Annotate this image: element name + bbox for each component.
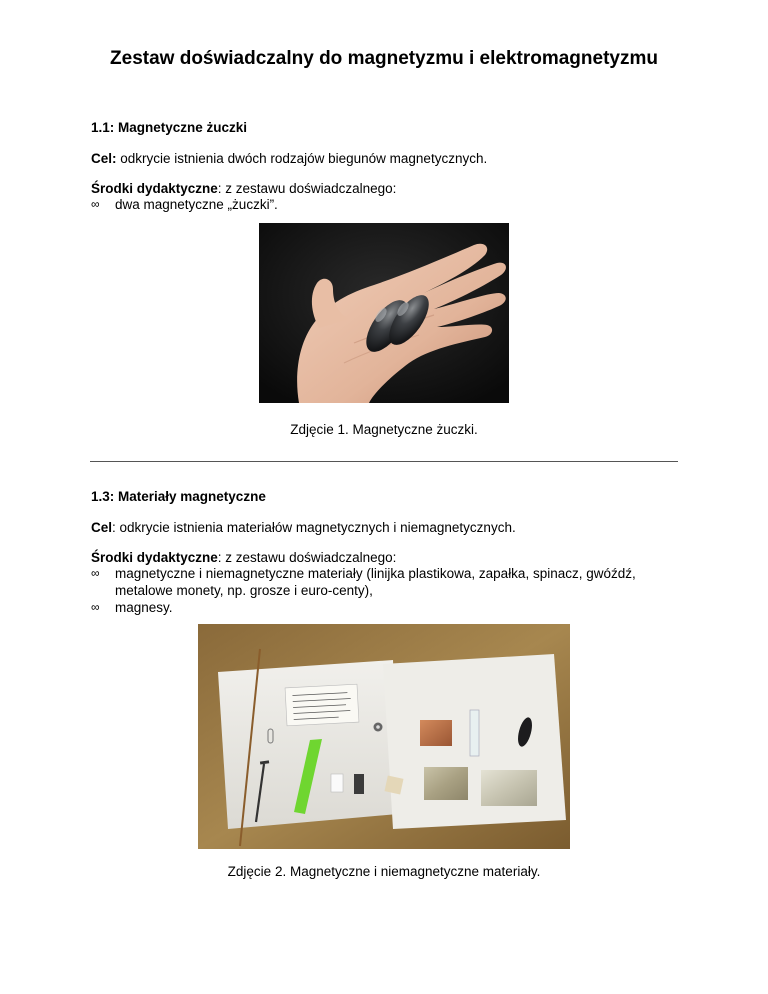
bullet-symbol: ∞ <box>91 600 100 614</box>
goal-label: Cel <box>91 520 113 535</box>
section-1-goal <box>91 150 487 167</box>
goal-text: odkrycie istnienia dwóch rodzajów biegunów magnetycznych. <box>116 151 488 166</box>
means-label: Środki dydaktyczne <box>91 181 218 196</box>
list-item-text: magnesy. <box>115 600 173 615</box>
section-2-heading: 1.3: Materiały magnetyczne <box>91 489 266 504</box>
bullet-symbol: ∞ <box>91 197 100 211</box>
document-title: Zestaw doświadczalny do magnetyzmu i elektromagnetyzmu <box>110 48 658 69</box>
means-text: : z zestawu doświadczalnego: <box>217 181 397 196</box>
section-1-means <box>91 180 396 197</box>
photo-1-caption: Zdjęcie 1. Magnetyczne żuczki. <box>290 422 478 437</box>
list-item-text: metalowe monety, np. grosze i euro-centy), <box>115 583 373 598</box>
hand-photo-illustration <box>259 223 509 403</box>
section-1-heading: 1.1: Magnetyczne żuczki <box>91 120 248 135</box>
goal-text: : odkrycie istnienia materiałów magnetycznych i niemagnetycznych. <box>112 520 516 535</box>
list-item-text: dwa magnetyczne „żuczki”. <box>115 197 278 212</box>
section-2-means <box>91 549 396 566</box>
photo-2-caption: Zdjęcie 2. Magnetyczne i niemagnetyczne materiały. <box>227 864 541 879</box>
photo-magnetic-materials <box>198 624 570 849</box>
section-divider <box>90 461 678 462</box>
list-item-text: magnetyczne i niemagnetyczne materiały (linijka plastikowa, zapałka, spinacz, gwóźdź, <box>115 566 636 581</box>
section-2-goal <box>91 519 516 536</box>
photo-magnetic-beetles <box>259 223 509 403</box>
materials-photo-illustration <box>198 624 570 849</box>
goal-label: Cel: <box>91 151 117 166</box>
means-label: Środki dydaktyczne <box>91 550 218 565</box>
bullet-symbol: ∞ <box>91 566 100 580</box>
means-text: : z zestawu doświadczalnego: <box>217 550 397 565</box>
